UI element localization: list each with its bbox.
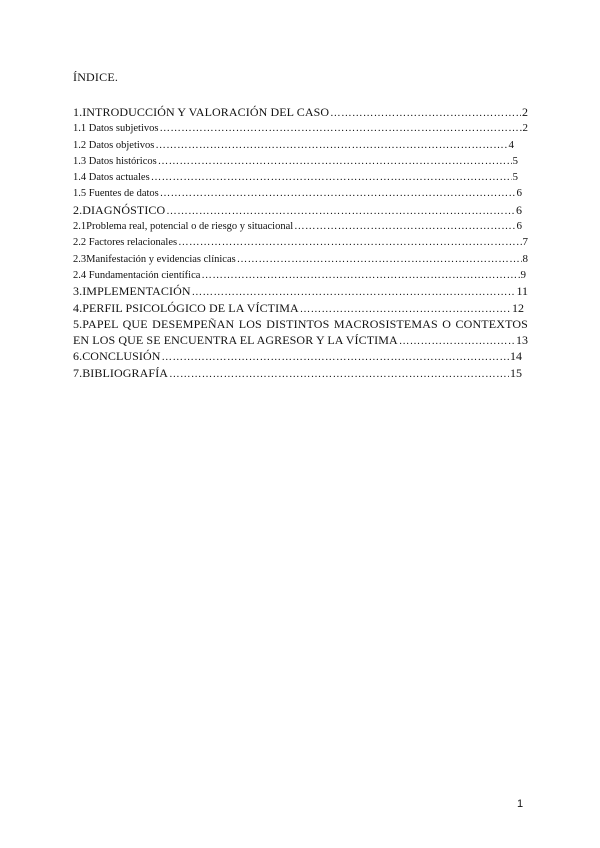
dot-leader bbox=[160, 186, 516, 201]
table-of-contents bbox=[73, 104, 528, 381]
toc-entry-label: 2.2 Factores relacionales bbox=[73, 237, 178, 249]
dot-leader bbox=[155, 138, 507, 153]
toc-page-number: 5 bbox=[512, 171, 518, 184]
toc-page-number: 6 bbox=[516, 187, 522, 200]
toc-entry-conclusion[interactable] bbox=[73, 348, 528, 364]
dot-leader bbox=[330, 106, 521, 120]
toc-entry-label: 2.3Manifestación y evidencias clínicas bbox=[73, 253, 236, 265]
dot-leader bbox=[399, 334, 515, 348]
toc-entry-label: 1.INTRODUCCIÓN Y VALORACIÓN DEL CASO bbox=[73, 105, 330, 119]
toc-page-number: 15 bbox=[510, 365, 522, 380]
dot-leader bbox=[151, 170, 512, 185]
dot-leader bbox=[192, 285, 516, 299]
toc-entry-fuentes-datos[interactable] bbox=[73, 185, 528, 201]
toc-entry-label: 2.DIAGNÓSTICO bbox=[73, 202, 166, 217]
toc-entry-label-line1: 5.PAPEL QUE DESEMPEÑAN LOS DISTINTOS MACROSISTEMAS O CONTEXTOS bbox=[73, 316, 528, 331]
toc-page-number: 6 bbox=[516, 202, 522, 217]
toc-page-number: 8 bbox=[522, 252, 528, 265]
toc-entry-label: 1.5 Fuentes de datos bbox=[73, 188, 159, 200]
toc-page-number: 4 bbox=[508, 138, 514, 151]
toc-entry-datos-actuales[interactable] bbox=[73, 169, 528, 185]
dot-leader bbox=[237, 252, 522, 267]
toc-entry-label: 3.IMPLEMENTACIÓN bbox=[73, 284, 191, 299]
toc-entry-factores-relacionales[interactable] bbox=[73, 234, 528, 250]
dot-leader bbox=[162, 350, 509, 364]
toc-page-number: 14 bbox=[510, 349, 522, 364]
toc-entry-datos-objetivos[interactable] bbox=[73, 137, 528, 153]
toc-entry-label: 2.4 Fundamentación científica bbox=[73, 269, 201, 281]
toc-page-number: 11 bbox=[516, 284, 528, 299]
toc-entry-implementacion[interactable] bbox=[73, 283, 528, 299]
toc-entry-label: 4.PERFIL PSICOLÓGICO DE LA VÍCTIMA bbox=[73, 300, 299, 315]
toc-entry-label: 6.CONCLUSIÓN bbox=[73, 349, 161, 364]
toc-page-number: 5 bbox=[512, 154, 518, 167]
toc-entry-label: 1.3 Datos históricos bbox=[73, 155, 157, 167]
toc-entry-label: 1.4 Datos actuales bbox=[73, 172, 150, 184]
toc-entry-label: 1.2 Datos objetivos bbox=[73, 139, 155, 151]
toc-page-number: 12 bbox=[512, 300, 524, 315]
toc-entry-label: 2.1Problema real, potencial o de riesgo y situacional bbox=[73, 221, 294, 233]
toc-entry-label: 7.BIBLIOGRAFÍA bbox=[73, 365, 169, 380]
toc-entry-papel-macrosistemas[interactable] bbox=[73, 316, 528, 349]
toc-entry-manifestacion[interactable] bbox=[73, 251, 528, 267]
dot-leader bbox=[178, 235, 521, 250]
dot-leader bbox=[169, 367, 509, 381]
toc-page-number: 2 bbox=[522, 105, 528, 119]
dot-leader bbox=[166, 204, 515, 218]
toc-page-number: 2 bbox=[522, 122, 528, 135]
toc-entry-introduccion[interactable] bbox=[73, 104, 528, 120]
dot-leader bbox=[294, 219, 515, 234]
toc-entry-fundamentacion[interactable] bbox=[73, 267, 528, 283]
index-heading: ÍNDICE. bbox=[73, 70, 119, 84]
page-number: 1 bbox=[517, 798, 524, 810]
toc-entry-perfil-psicologico[interactable] bbox=[73, 300, 528, 316]
toc-entry-label: EN LOS QUE SE ENCUENTRA EL AGRESOR Y LA VÍCTIMA bbox=[73, 333, 398, 348]
toc-entry-datos-subjetivos[interactable] bbox=[73, 120, 528, 136]
toc-entry-bibliografia[interactable] bbox=[73, 365, 528, 381]
dot-leader bbox=[158, 154, 512, 169]
dot-leader bbox=[201, 268, 519, 283]
toc-entry-problema-real[interactable] bbox=[73, 218, 528, 234]
toc-page-number: 9 bbox=[520, 268, 526, 281]
dot-leader bbox=[300, 302, 511, 316]
toc-entry-line2 bbox=[73, 332, 528, 348]
toc-page-number: 13 bbox=[516, 333, 528, 348]
dot-leader bbox=[159, 121, 521, 136]
toc-entry-label: 1.1 Datos subjetivos bbox=[73, 123, 159, 135]
toc-entry-datos-historicos[interactable] bbox=[73, 153, 528, 169]
toc-page-number: 6 bbox=[516, 220, 522, 233]
toc-entry-diagnostico[interactable] bbox=[73, 202, 528, 218]
toc-page-number: 7 bbox=[522, 236, 528, 249]
